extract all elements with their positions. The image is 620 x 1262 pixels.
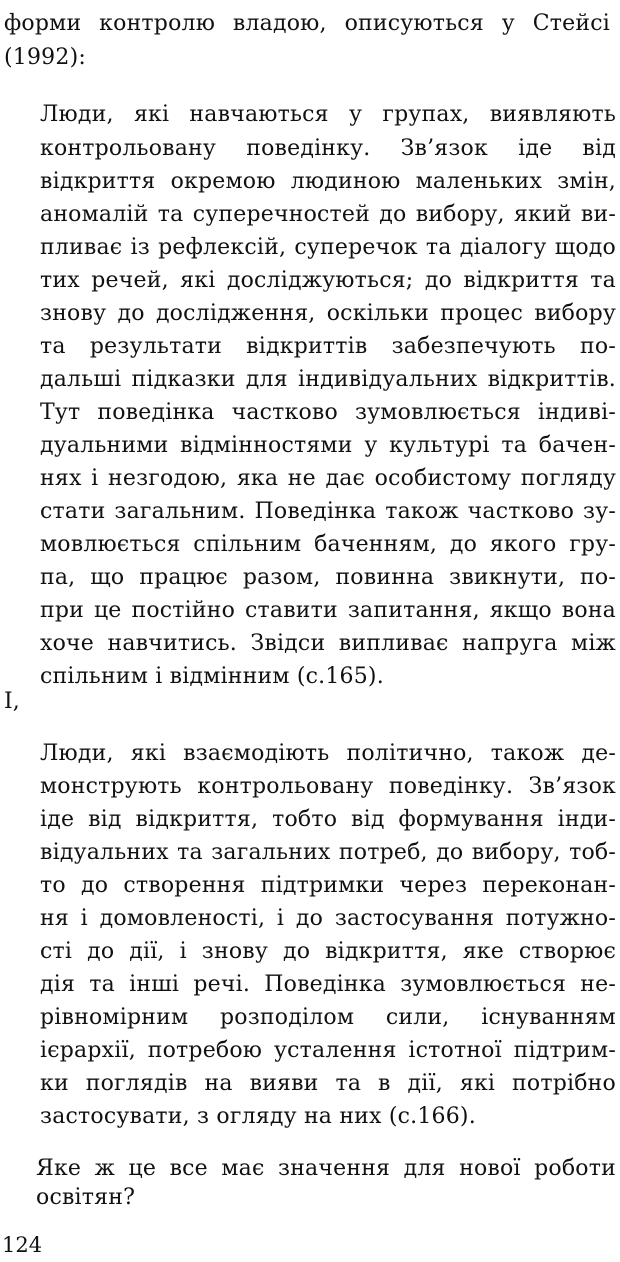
quote2-line-8: дія та інші речі. Поведінка зумовлюється не- — [40, 972, 616, 997]
quote1-line-12: нях і незгодою, яка не дає особистому погляду — [40, 466, 616, 491]
quote1-line-15: па, що працює разом, повинна звикнути, по- — [40, 565, 616, 590]
separator-text: І, — [4, 689, 20, 714]
quote1-line-16: при це постійно ставити запитання, якщо вона — [40, 598, 616, 623]
quote2-line-4: відуальних та загальних потреб, до вибору, тоб- — [40, 840, 616, 865]
page-number: 124 — [2, 1233, 43, 1257]
quote1-line-3: відкриття окремою людиною маленьких змін, — [40, 169, 616, 194]
question-line-2: освітян? — [36, 1185, 136, 1210]
quote1-line-9: дальші підказки для індивідуальних відкриттів. — [40, 367, 616, 392]
quote1-line-11: дуальними відмінностями у культурі та бачен- — [40, 433, 616, 458]
quote1-line-1: Люди, які навчаються у групах, виявляють — [40, 102, 616, 127]
quote2-line-6: ня і домовленості, і до застосування потужно- — [40, 906, 616, 931]
question-line-1: Яке ж це все має значення для нової роботи — [36, 1156, 616, 1181]
quote2-line-10: ієрархії, потребою усталення істотної підтрим- — [40, 1038, 616, 1063]
quote2-line-9: рівномірним розподілом сили, існуванням — [40, 1005, 616, 1030]
quote1-line-8: та результати відкриттів забезпечують по- — [40, 334, 616, 359]
quote1-line-2: контрольовану поведінку. Зв’язок іде від — [40, 136, 616, 161]
quote1-line-13: стати загальним. Поведінка також частково зу- — [40, 499, 616, 524]
quote2-line-2: монструють контрольовану поведінку. Зв’язок — [40, 774, 616, 799]
quote2-line-1: Люди, які взаємодіють політично, також де- — [40, 741, 616, 766]
quote2-line-7: сті до дії, і знову до відкриття, яке створює — [40, 939, 616, 964]
quote2-line-3: іде від відкриття, тобто від формування інди- — [40, 807, 616, 832]
quote1-line-17: хоче навчитись. Звідси випливає напруга між — [40, 631, 616, 656]
quote1-line-5: пливає із рефлексій, суперечок та діалогу щодо — [40, 235, 616, 260]
quote2-line-11: ки поглядів на вияви та в дії, які потрібно — [40, 1071, 616, 1096]
intro-line-1: форми контролю владою, описуються у Стейсі — [4, 11, 610, 36]
quote1-line-10: Тут поведінка частково зумовлюється індиві- — [40, 400, 616, 425]
quote1-line-7: знову до дослідження, оскільки процес вибору — [40, 301, 616, 326]
quote2-line-5: то до створення підтримки через переконан- — [40, 873, 616, 898]
intro-line-2: (1992): — [4, 45, 86, 70]
quote1-line-18: спільним і відмінним (с.165). — [40, 664, 384, 689]
quote1-line-4: аномалій та суперечностей до вибору, який ви- — [40, 202, 616, 227]
quote2-line-12: застосувати, з огляду на них (с.166). — [40, 1104, 476, 1129]
quote1-line-6: тих речей, які досліджуються; до відкриття та — [40, 268, 616, 293]
quote1-line-14: мовлюється спільним баченням, до якого гру- — [40, 532, 616, 557]
